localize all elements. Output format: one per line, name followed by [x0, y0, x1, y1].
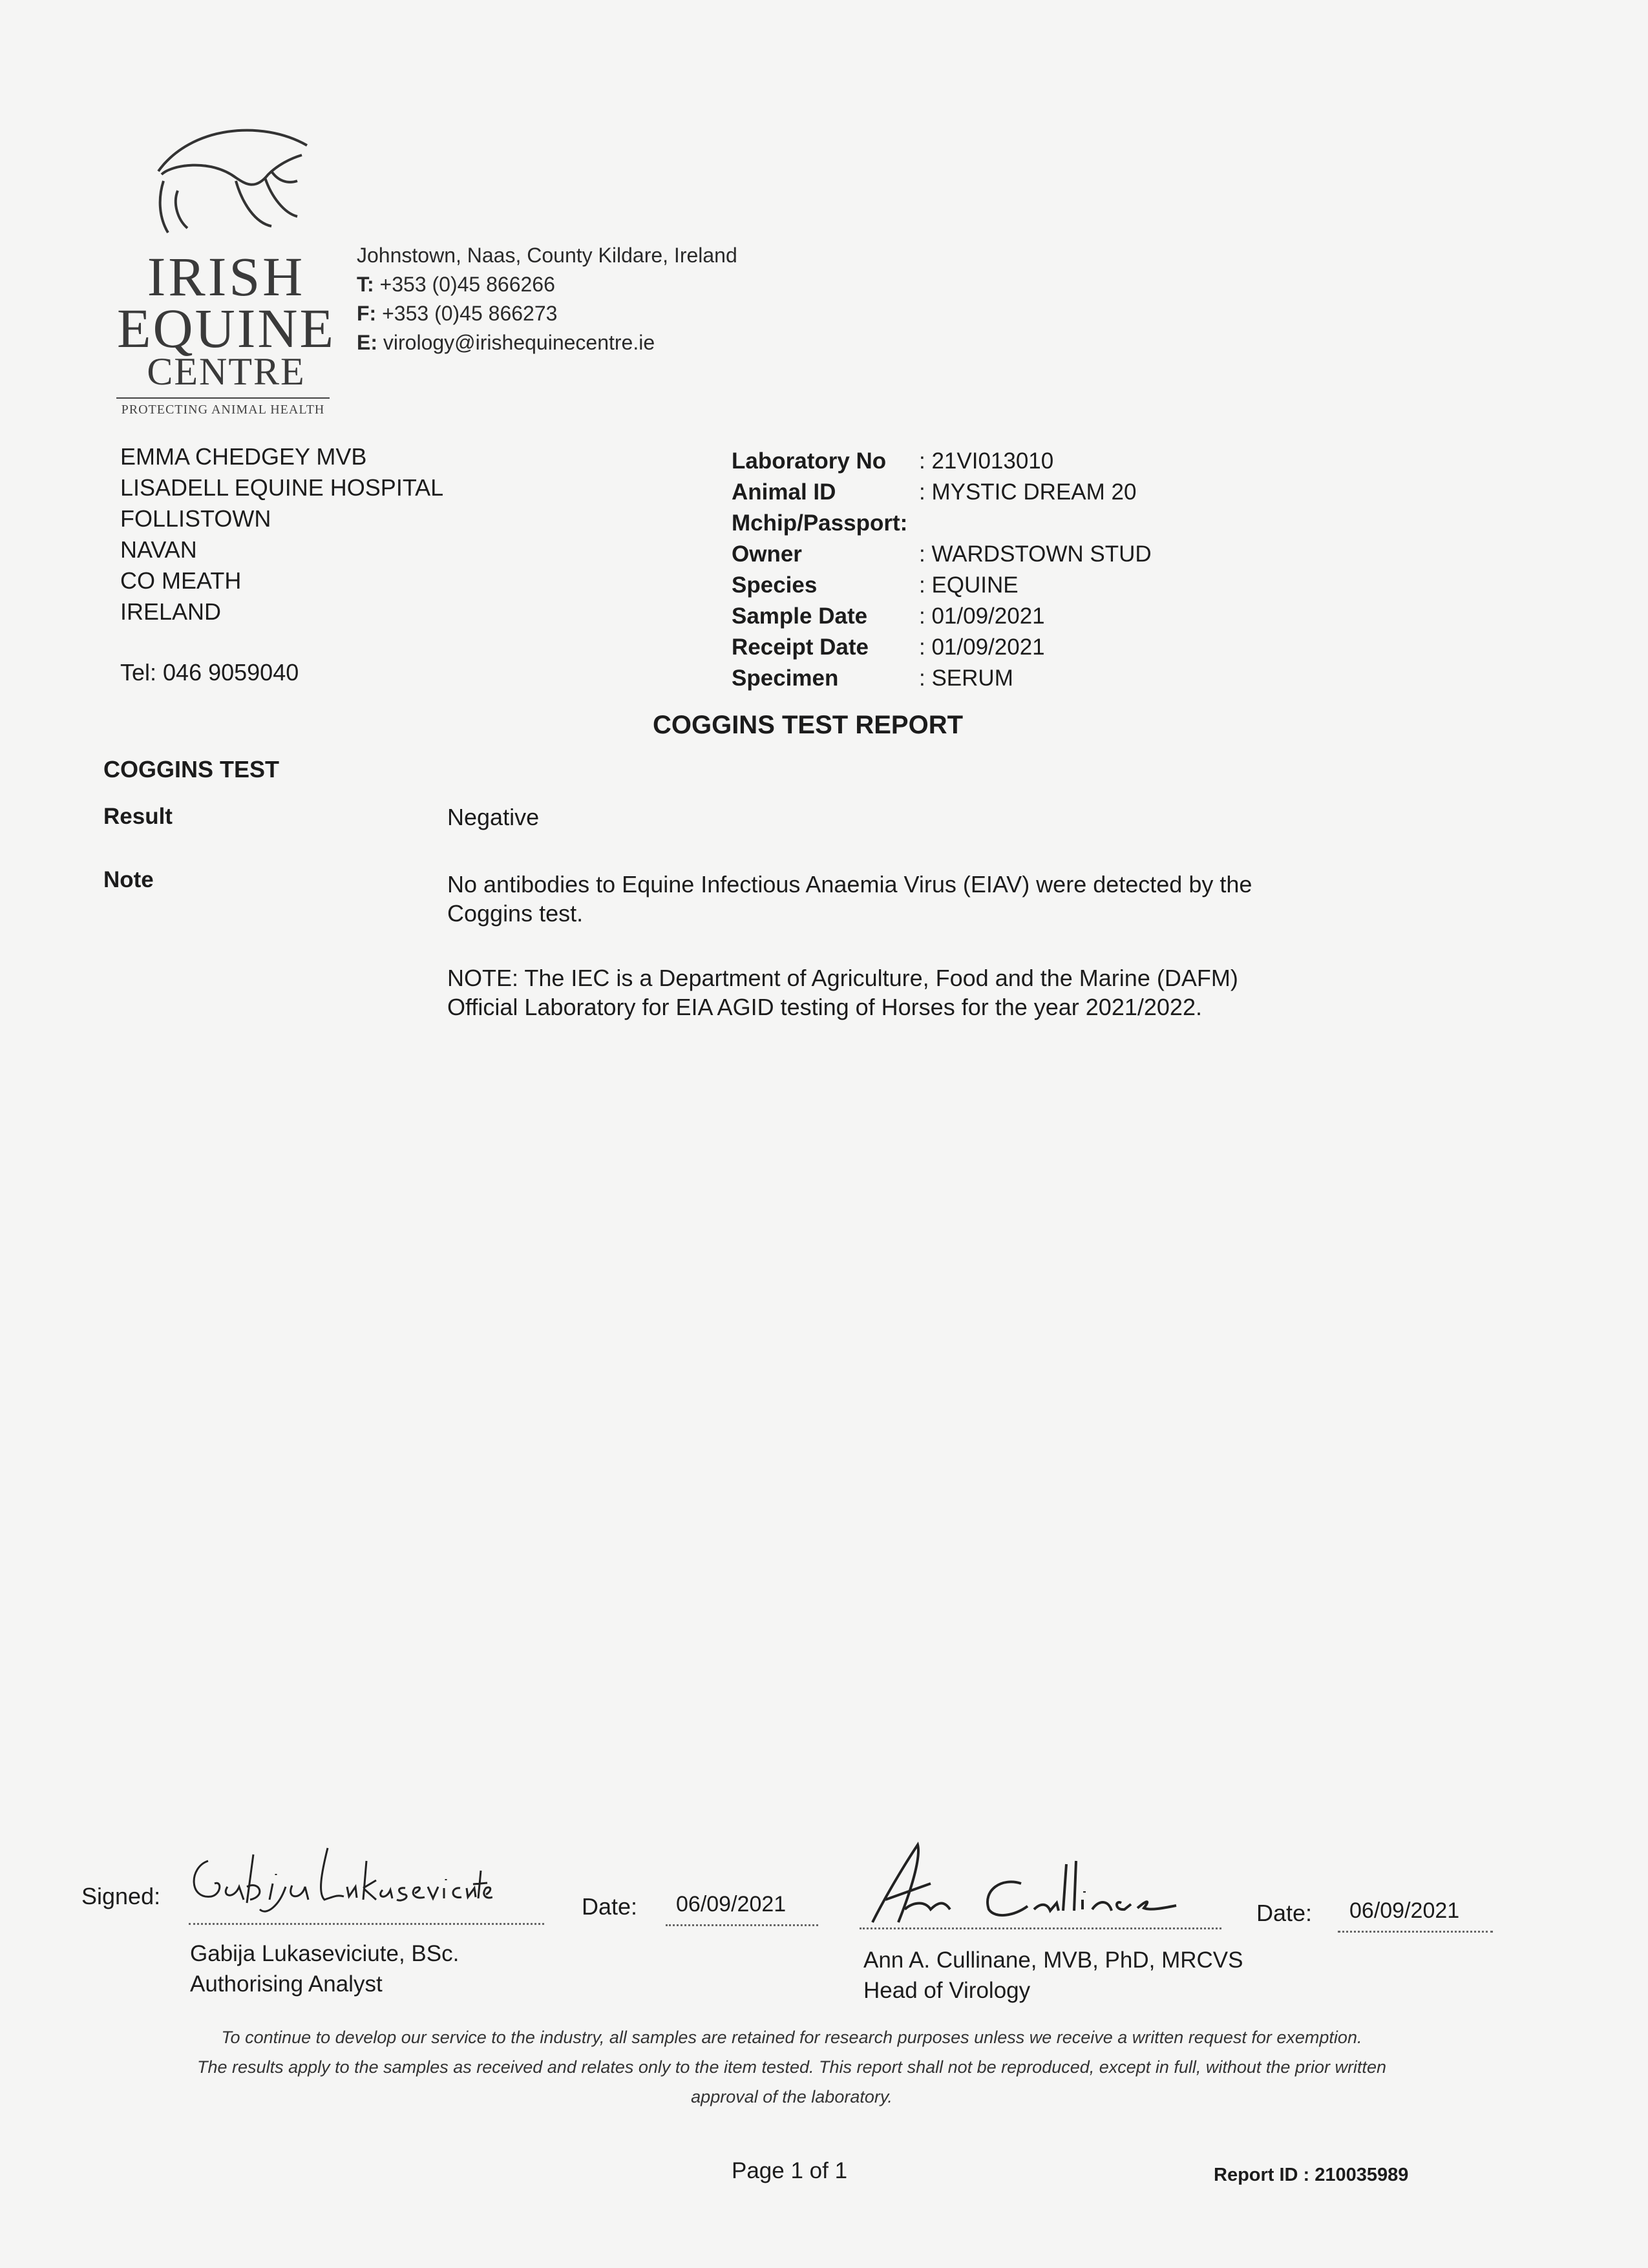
signature-line-right: [860, 1927, 1221, 1929]
sample-details: [732, 446, 1152, 694]
contact-phone-line: [357, 270, 737, 299]
head-of-virology-name: [863, 1945, 1243, 2006]
detail-row: [732, 601, 1152, 632]
detail-label: Mchip/Passport:: [732, 510, 908, 536]
detail-label: Animal ID: [732, 479, 836, 505]
contact-email: virology@irishequinecentre.ie: [383, 331, 655, 354]
head-of-virology-signature: [860, 1838, 1221, 1929]
detail-row: [732, 477, 1152, 508]
contact-fax-line: [357, 299, 737, 328]
detail-label: Laboratory No: [732, 448, 887, 474]
footer-disclaimer: [168, 2022, 1415, 2112]
detail-value: : WARDSTOWN STUD: [919, 541, 1152, 567]
footer-disclaimer-line: The results apply to the samples as received and relates only to the item tested. This report shall not be reproduced, except in full, without the prior written approval of the laboratory.: [197, 2057, 1386, 2106]
recipient-line: FOLLISTOWN: [120, 505, 271, 532]
contact-block: [357, 241, 737, 357]
horse-outline-icon: [132, 120, 320, 242]
date-label-left: Date:: [582, 1893, 638, 1920]
analyst-name-line: Gabija Lukaseviciute, BSc.: [190, 1941, 460, 1966]
recipient-tel: Tel: 046 9059040: [120, 659, 299, 686]
note-body: [447, 870, 1268, 1057]
logo-word-equine: EQUINE: [116, 297, 336, 359]
detail-value: : SERUM: [919, 666, 1013, 691]
contact-email-line: [357, 328, 737, 357]
contact-fax: +353 (0)45 866273: [382, 302, 558, 325]
note-paragraph: No antibodies to Equine Infectious Anaemia Virus (EIAV) were detected by the Coggins test.: [447, 871, 1252, 927]
result-value: Negative: [447, 804, 540, 830]
detail-row: [732, 508, 1152, 539]
recipient-line: LISADELL EQUINE HOSPITAL: [120, 474, 444, 501]
logo-divider: [116, 397, 330, 399]
recipient-line: EMMA CHEDGEY MVB: [120, 443, 367, 470]
detail-label: Owner: [732, 541, 802, 567]
result-label: Result: [103, 804, 173, 829]
fax-label: F:: [357, 302, 377, 325]
note-label: Note: [103, 867, 154, 892]
detail-label: Species: [732, 572, 818, 598]
contact-address: Johnstown, Naas, County Kildare, Ireland: [357, 244, 737, 267]
date-label-right: Date:: [1256, 1900, 1313, 1926]
detail-value: : 01/09/2021: [919, 635, 1045, 660]
footer-disclaimer-line: To continue to develop our service to the industry, all samples are retained for research purposes unless we receive a written request for exemption.: [221, 2028, 1362, 2047]
recipient-address: [120, 441, 443, 627]
analyst-signature: [182, 1835, 492, 1913]
head-title: Head of Virology: [863, 1978, 1031, 2003]
irish-equine-centre-logo: [116, 120, 336, 417]
detail-row: [732, 663, 1152, 694]
signed-label: Signed:: [81, 1883, 161, 1909]
detail-label: Specimen: [732, 666, 839, 691]
detail-value: : EQUINE: [919, 572, 1019, 598]
detail-value: : 21VI013010: [919, 448, 1054, 474]
note-paragraph-dafm: NOTE: The IEC is a Department of Agriculture, Food and the Marine (DAFM) Official Laboratory for EIA AGID testing of Horses for the year 2021/2022.: [447, 965, 1238, 1020]
analyst-name: [190, 1938, 459, 1999]
detail-row: [732, 570, 1152, 601]
detail-row: [732, 539, 1152, 570]
recipient-line: NAVAN: [120, 536, 197, 563]
signature-line-left: [189, 1923, 544, 1925]
section-title: COGGINS TEST: [103, 756, 280, 782]
page-number: Page 1 of 1: [732, 2158, 848, 2183]
logo-word-centre: CENTRE: [147, 350, 306, 393]
detail-label: Sample Date: [732, 604, 868, 629]
phone-label: T:: [357, 273, 374, 296]
detail-value: : MYSTIC DREAM 20: [919, 479, 1137, 505]
report-title: COGGINS TEST REPORT: [652, 711, 964, 739]
date-line-left: [666, 1924, 818, 1926]
detail-row: [732, 446, 1152, 477]
date-value-left: 06/09/2021: [676, 1892, 787, 1916]
detail-label: Receipt Date: [732, 635, 869, 660]
recipient-line: CO MEATH: [120, 567, 242, 594]
date-value-right: 06/09/2021: [1349, 1898, 1460, 1923]
date-line-right: [1338, 1931, 1493, 1933]
email-label: E:: [357, 331, 377, 354]
detail-row: [732, 632, 1152, 663]
analyst-title: Authorising Analyst: [190, 1971, 383, 1997]
contact-phone: +353 (0)45 866266: [379, 273, 555, 296]
detail-value: : 01/09/2021: [919, 604, 1045, 629]
logo-word-irish: IRISH: [147, 246, 306, 308]
recipient-line: IRELAND: [120, 598, 222, 625]
head-name-line: Ann A. Cullinane, MVB, PhD, MRCVS: [863, 1948, 1243, 1973]
logo-tagline: PROTECTING ANIMAL HEALTH: [121, 403, 325, 417]
report-id: Report ID : 210035989: [1214, 2165, 1409, 2185]
